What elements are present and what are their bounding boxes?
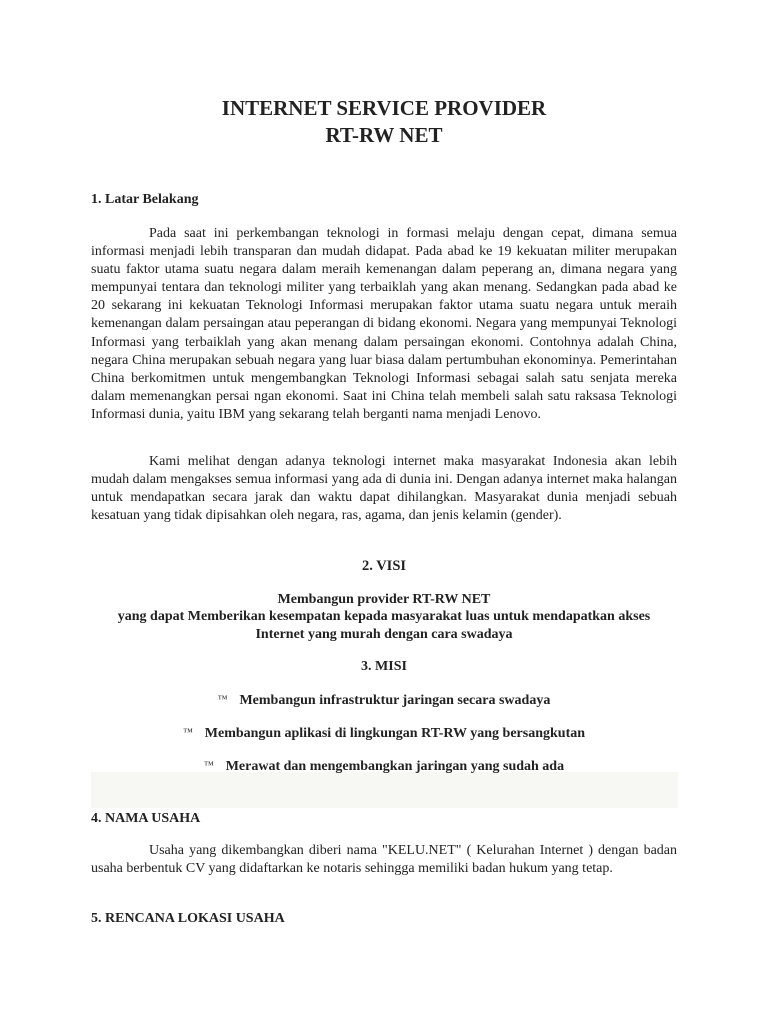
trademark-bullet-icon: ™	[182, 727, 193, 738]
trademark-bullet-icon: ™	[203, 760, 214, 771]
misi-item	[0, 691, 768, 710]
section-heading-rencana-lokasi: 5. RENCANA LOKASI USAHA	[91, 911, 285, 926]
visi-line-2: yang dapat Memberikan kesempatan kepada masyarakat luas untuk mendapatkan akses	[117, 609, 651, 624]
document-title: INTERNET SERVICE PROVIDER	[221, 96, 547, 120]
section-heading-latar-belakang: 1. Latar Belakang	[91, 192, 199, 207]
paragraph-nama-usaha: Usaha yang dikembangkan diberi nama "KELU.NET" ( Kelurahan Internet ) dengan badan usaha berbentuk CV yang didaftarkan ke notaris sehingga memiliki badan hukum yang tetap.	[91, 843, 677, 877]
misi-item-text: Merawat dan mengembangkan jaringan yang sudah ada	[225, 759, 565, 774]
section-heading-visi: 2. VISI	[361, 558, 407, 574]
trademark-bullet-icon: ™	[217, 694, 228, 705]
misi-item	[0, 757, 768, 776]
section-heading-misi: 3. MISI	[361, 659, 407, 674]
section-heading-nama-usaha: 4. NAMA USAHA	[91, 811, 201, 826]
document-subtitle: RT-RW NET	[325, 123, 443, 147]
shaded-band	[91, 772, 678, 808]
visi-line-3: Internet yang murah dengan cara swadaya	[255, 627, 513, 642]
misi-item-text: Membangun infrastruktur jaringan secara swadaya	[239, 693, 551, 708]
paragraph-latar-belakang-1: Pada saat ini perkembangan teknologi in formasi melaju dengan cepat, dimana semua informasi menjadi lebih transparan dan mudah didapat. Pada abad ke 19 kekuatan militer merupakan suatu faktor utama suatu negara dalam meraih kemenangan dalam peperang an, dimana negara yang mempunyai tentara dan teknologi militer yang terbaiklah yang akan menang. Sedangkan pada abad ke 20 sekarang ini kekuatan Teknologi Informasi merupakan faktor utama suatu negara untuk meraih kemenangan dalam persaingan atau peperangan di bidang ekonomi. Negara yang mempunyai Teknologi Informasi yang terbaiklah yang akan menang dalam persaingan ekonomi. Contohnya adalah China, negara China merupakan sebuah negara yang luar biasa dalam pertumbuhan ekonominya. Pemerintahan China berkomitmen untuk mengembangkan Teknologi Informasi sebagai salah satu senjata mereka dalam memenangkan persai ngan ekonomi. Saat ini China telah membeli salah satu raksasa Teknologi Informasi dunia, yaitu IBM yang sekarang telah berganti nama menjadi Lenovo.	[91, 226, 677, 422]
misi-item-text: Membangun aplikasi di lingkungan RT-RW yang bersangkutan	[204, 726, 586, 741]
paragraph-latar-belakang-2: Kami melihat dengan adanya teknologi internet maka masyarakat Indonesia akan lebih mudah dalam mengakses semua informasi yang ada di dunia ini. Dengan adanya internet maka halangan untuk mendapatkan secara jarak dan waktu dapat dihilangkan. Masyarakat dunia menjadi sebuah kesatuan yang tidak dipisahkan oleh negara, ras, agama, dan jenis kelamin (gender).	[91, 454, 677, 524]
misi-item	[0, 724, 768, 743]
visi-line-1: Membangun provider RT-RW NET	[277, 592, 491, 607]
